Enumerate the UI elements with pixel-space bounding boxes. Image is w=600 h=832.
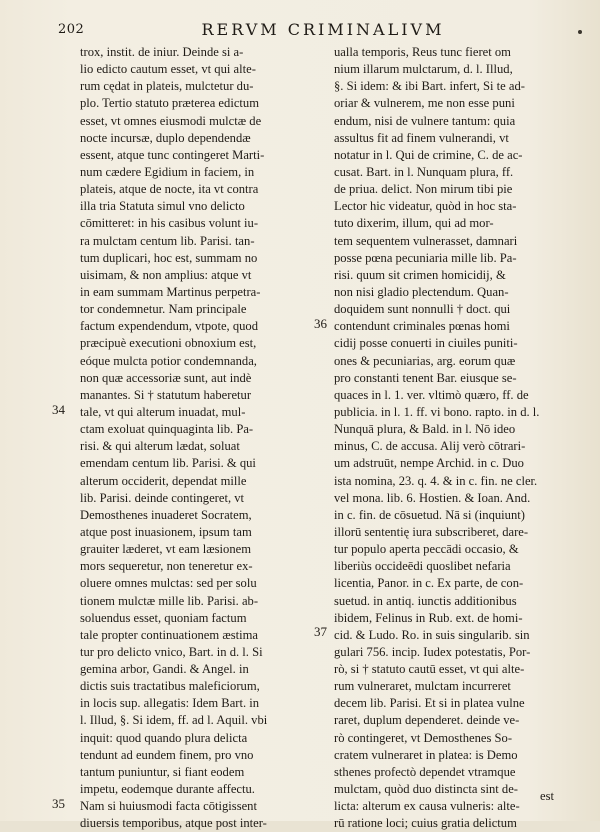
text-line: l. Illud, §. Si idem, ff. ad l. Aquil. vbi	[80, 713, 268, 728]
text-line: trox, instit. de iniur. Deinde si a-	[80, 45, 244, 59]
text-line: tale, vt qui alterum inuadat, mul-	[80, 404, 246, 419]
text-line: illa tria Statuta simul vno delicto	[80, 199, 245, 214]
text-line: mors sequeretur, non teneretur ex-	[80, 559, 253, 574]
text-line: soluendus esset, quoniam factum	[80, 610, 247, 625]
text-line: de priua. delict. Non mirum tibi pie	[334, 182, 513, 197]
text-line: lio edicto cautum esset, vt qui alte-	[80, 62, 256, 77]
margin-note-37: 37	[314, 624, 327, 639]
catchword: est	[540, 789, 554, 803]
text-line: Demosthenes inuaderet Socratem,	[80, 507, 252, 522]
text-line: rū ratione loci; cuius gratia delictum	[334, 816, 517, 831]
right-column	[334, 44, 560, 832]
text-line: ualla temporis, Reus tunc fieret om	[334, 45, 511, 59]
text-line: contendunt criminales pœnas homi	[334, 319, 510, 334]
text-line: Nunquā plura, & Bald. in l. Nō ideo	[334, 422, 516, 437]
text-line: minus, C. de accusa. Alij verò cōtrari-	[334, 439, 526, 454]
text-line: publicia. in l. 1. ff. vi bono. rapto. in d. l.	[334, 404, 540, 419]
text-line: posse pœna pecuniaria mille lib. Pa-	[334, 250, 517, 265]
text-line: cusat. Bart. in l. Nunquam plura, ff.	[334, 164, 514, 179]
text-line: in eam summam Martinus perpetra-	[80, 284, 261, 299]
text-line: rò, si † statuto cautū esset, vt qui alte-	[334, 662, 525, 677]
text-line: tur populo aperta peccādi occasio, &	[334, 542, 519, 557]
text-line: emendam centum lib. Parisi. & qui	[80, 456, 256, 471]
text-line: inquit: quod quando plura delicta	[80, 730, 248, 745]
text-line: rum cędat in plateis, mulctetur du-	[80, 79, 254, 94]
text-line: §. Si idem: & ibi Bart. infert, Si te ad-	[334, 79, 525, 94]
text-line: Lector hic videatur, quòd in hoc sta-	[334, 199, 517, 214]
text-line: ibidem, Felinus in Rub. ext. de homi-	[334, 610, 523, 625]
text-line: cid. & Ludo. Ro. in suis singularib. sin	[334, 627, 530, 642]
text-line: ra mulctam centum lib. Parisi. tan-	[80, 233, 255, 248]
text-line: vel mona. lib. 6. Hostien. & Ioan. And.	[334, 490, 531, 505]
text-line: factum expendendum, vtpote, quod	[80, 319, 259, 334]
text-line: assultus fit ad finem vulnerandi, vt	[334, 130, 509, 145]
text-line: tuto dixerim, illum, qui ad mor-	[334, 216, 494, 231]
text-line: plateis, atque de nocte, ita vt contra	[80, 182, 259, 197]
text-line: tendunt ad eundem finem, pro vno	[80, 747, 254, 762]
text-line: ista nomina, 23. q. 4. & in c. fin. ne cler.	[334, 473, 538, 488]
text-line: non nisi gladio plectendum. Quan-	[334, 284, 509, 299]
text-line: in c. fin. de cōsuetud. Nā si (inquiunt)	[334, 507, 525, 522]
text-line: num cædere Egidium in faciem, in	[80, 164, 255, 179]
page-number: 202	[58, 22, 85, 37]
text-line: impetu, eodemque durante affectu.	[80, 782, 255, 797]
text-line: raret, duplum dependeret. deinde ve-	[334, 713, 520, 728]
text-line: nocte incursæ, duplo dependendæ	[80, 130, 251, 145]
text-line: doquidem sunt nonnulli † doct. qui	[334, 302, 511, 317]
text-line: mulctam, quòd duo distincta sint de-	[334, 782, 518, 797]
text-line: pro constanti tenent Bar. eiusque se-	[334, 370, 517, 385]
margin-note-36: 36	[314, 316, 327, 331]
text-line: liberiùs occideēdi quoslibet nefaria	[334, 559, 511, 574]
text-line: essent, atque tunc contingeret Marti-	[80, 147, 265, 162]
text-line: ctam exoluat quinquaginta lib. Pa-	[80, 422, 254, 437]
text-line: alterum occiderit, dependat mille	[80, 473, 247, 488]
text-line: tur pro delicto vnico, Bart. in d. l. Si	[80, 644, 263, 659]
text-line: notatur in l. Qui de crimine, C. de ac-	[334, 147, 523, 162]
text-line: grauiter læderet, vt eam læsionem	[80, 542, 252, 557]
text-line: suetud. in antiq. iunctis additionibus	[334, 593, 517, 608]
text-line: diuersis temporibus, atque post inter-	[80, 816, 267, 831]
text-line: rò contingeret, vt Demosthenes So-	[334, 730, 513, 745]
text-line: plo. Tertio statuto præterea edictum	[80, 96, 259, 111]
text-line: gulari 756. incip. Iudex potestatis, Por-	[334, 644, 531, 659]
text-line: risi. & qui alterum lædat, soluat	[80, 439, 240, 454]
text-line: endum, nisi de vulnere tantum: quia	[334, 113, 516, 128]
text-line: lib. Parisi. deinde contingeret, vt	[80, 490, 245, 505]
text-line: cratem vulneraret in platea: is Demo	[334, 747, 518, 762]
text-line: in locis sup. allegatis: Idem Bart. in	[80, 696, 260, 711]
text-line: licta: alterum ex causa vulneris: alte-	[334, 799, 520, 814]
text-line: cidij posse conuerti in ciuiles puniti-	[334, 336, 518, 351]
text-line: tor condemnetur. Nam principale	[80, 302, 247, 317]
text-line: illorū sententię iura subscriberet, dare-	[334, 524, 529, 539]
text-line: tantum puniuntur, si fiant eodem	[80, 764, 245, 779]
text-line: uisimam, & non amplius: atque vt	[80, 267, 252, 282]
margin-note-34: 34	[52, 402, 65, 417]
text-line: tem sequentem vulnerasset, damnari	[334, 233, 518, 248]
running-title: RERVM CRIMINALIVM	[201, 20, 445, 39]
text-line: manantes. Si † statutum haberetur	[80, 387, 252, 402]
text-line: gemina arbor, Gandi. & Angel. in	[80, 662, 249, 677]
text-line: licentia, Panor. in c. Ex parte, de con-	[334, 576, 524, 591]
text-line: atque post inuasionem, ipsum tam	[80, 524, 252, 539]
text-line: rum vulneraret, mulctam incurreret	[334, 679, 511, 694]
text-line: decem lib. Parisi. Et si in platea vulne	[334, 696, 525, 711]
text-line: um adstruūt, nempe Archid. in c. Duo	[334, 456, 524, 471]
text-line: præcipuè executioni obnoxium est,	[80, 336, 257, 351]
text-line: sthenes profectò dependet vtramque	[334, 764, 516, 779]
left-column	[80, 44, 320, 832]
margin-note-35: 35	[52, 796, 65, 811]
text-line: oluere omnes mulctas: sed per solu	[80, 576, 257, 591]
text-line: cōmitteret: in his casibus volunt iu-	[80, 216, 259, 231]
text-line: quaces in l. 1. ver. vltimò quæro, ff. de	[334, 387, 529, 402]
text-line: Nam si huiusmodi facta cōtigissent	[80, 799, 257, 814]
page-header	[58, 20, 588, 44]
text-line: oriar & vulnerem, me non esse puni	[334, 96, 515, 111]
text-line: tum duplicari, hoc est, summam no	[80, 250, 258, 265]
text-line: risi. quum sit crimen homicidij, &	[334, 267, 506, 282]
text-line: ones & pecuniarias, arg. eorum quæ	[334, 353, 516, 368]
text-line: tionem mulctæ mille lib. Parisi. ab-	[80, 593, 259, 608]
text-line: dictis suis tractatibus maleficiorum,	[80, 679, 260, 694]
text-line: eóque mulcta potior condemnanda,	[80, 353, 257, 368]
text-line: non quæ accessoriæ sunt, aut indè	[80, 370, 252, 385]
text-line: esset, vt omnes eiusmodi mulctæ de	[80, 113, 262, 128]
text-line: tale propter continuationem æstima	[80, 627, 259, 642]
text-line: nium illarum mulctarum, d. l. Illud,	[334, 62, 513, 77]
